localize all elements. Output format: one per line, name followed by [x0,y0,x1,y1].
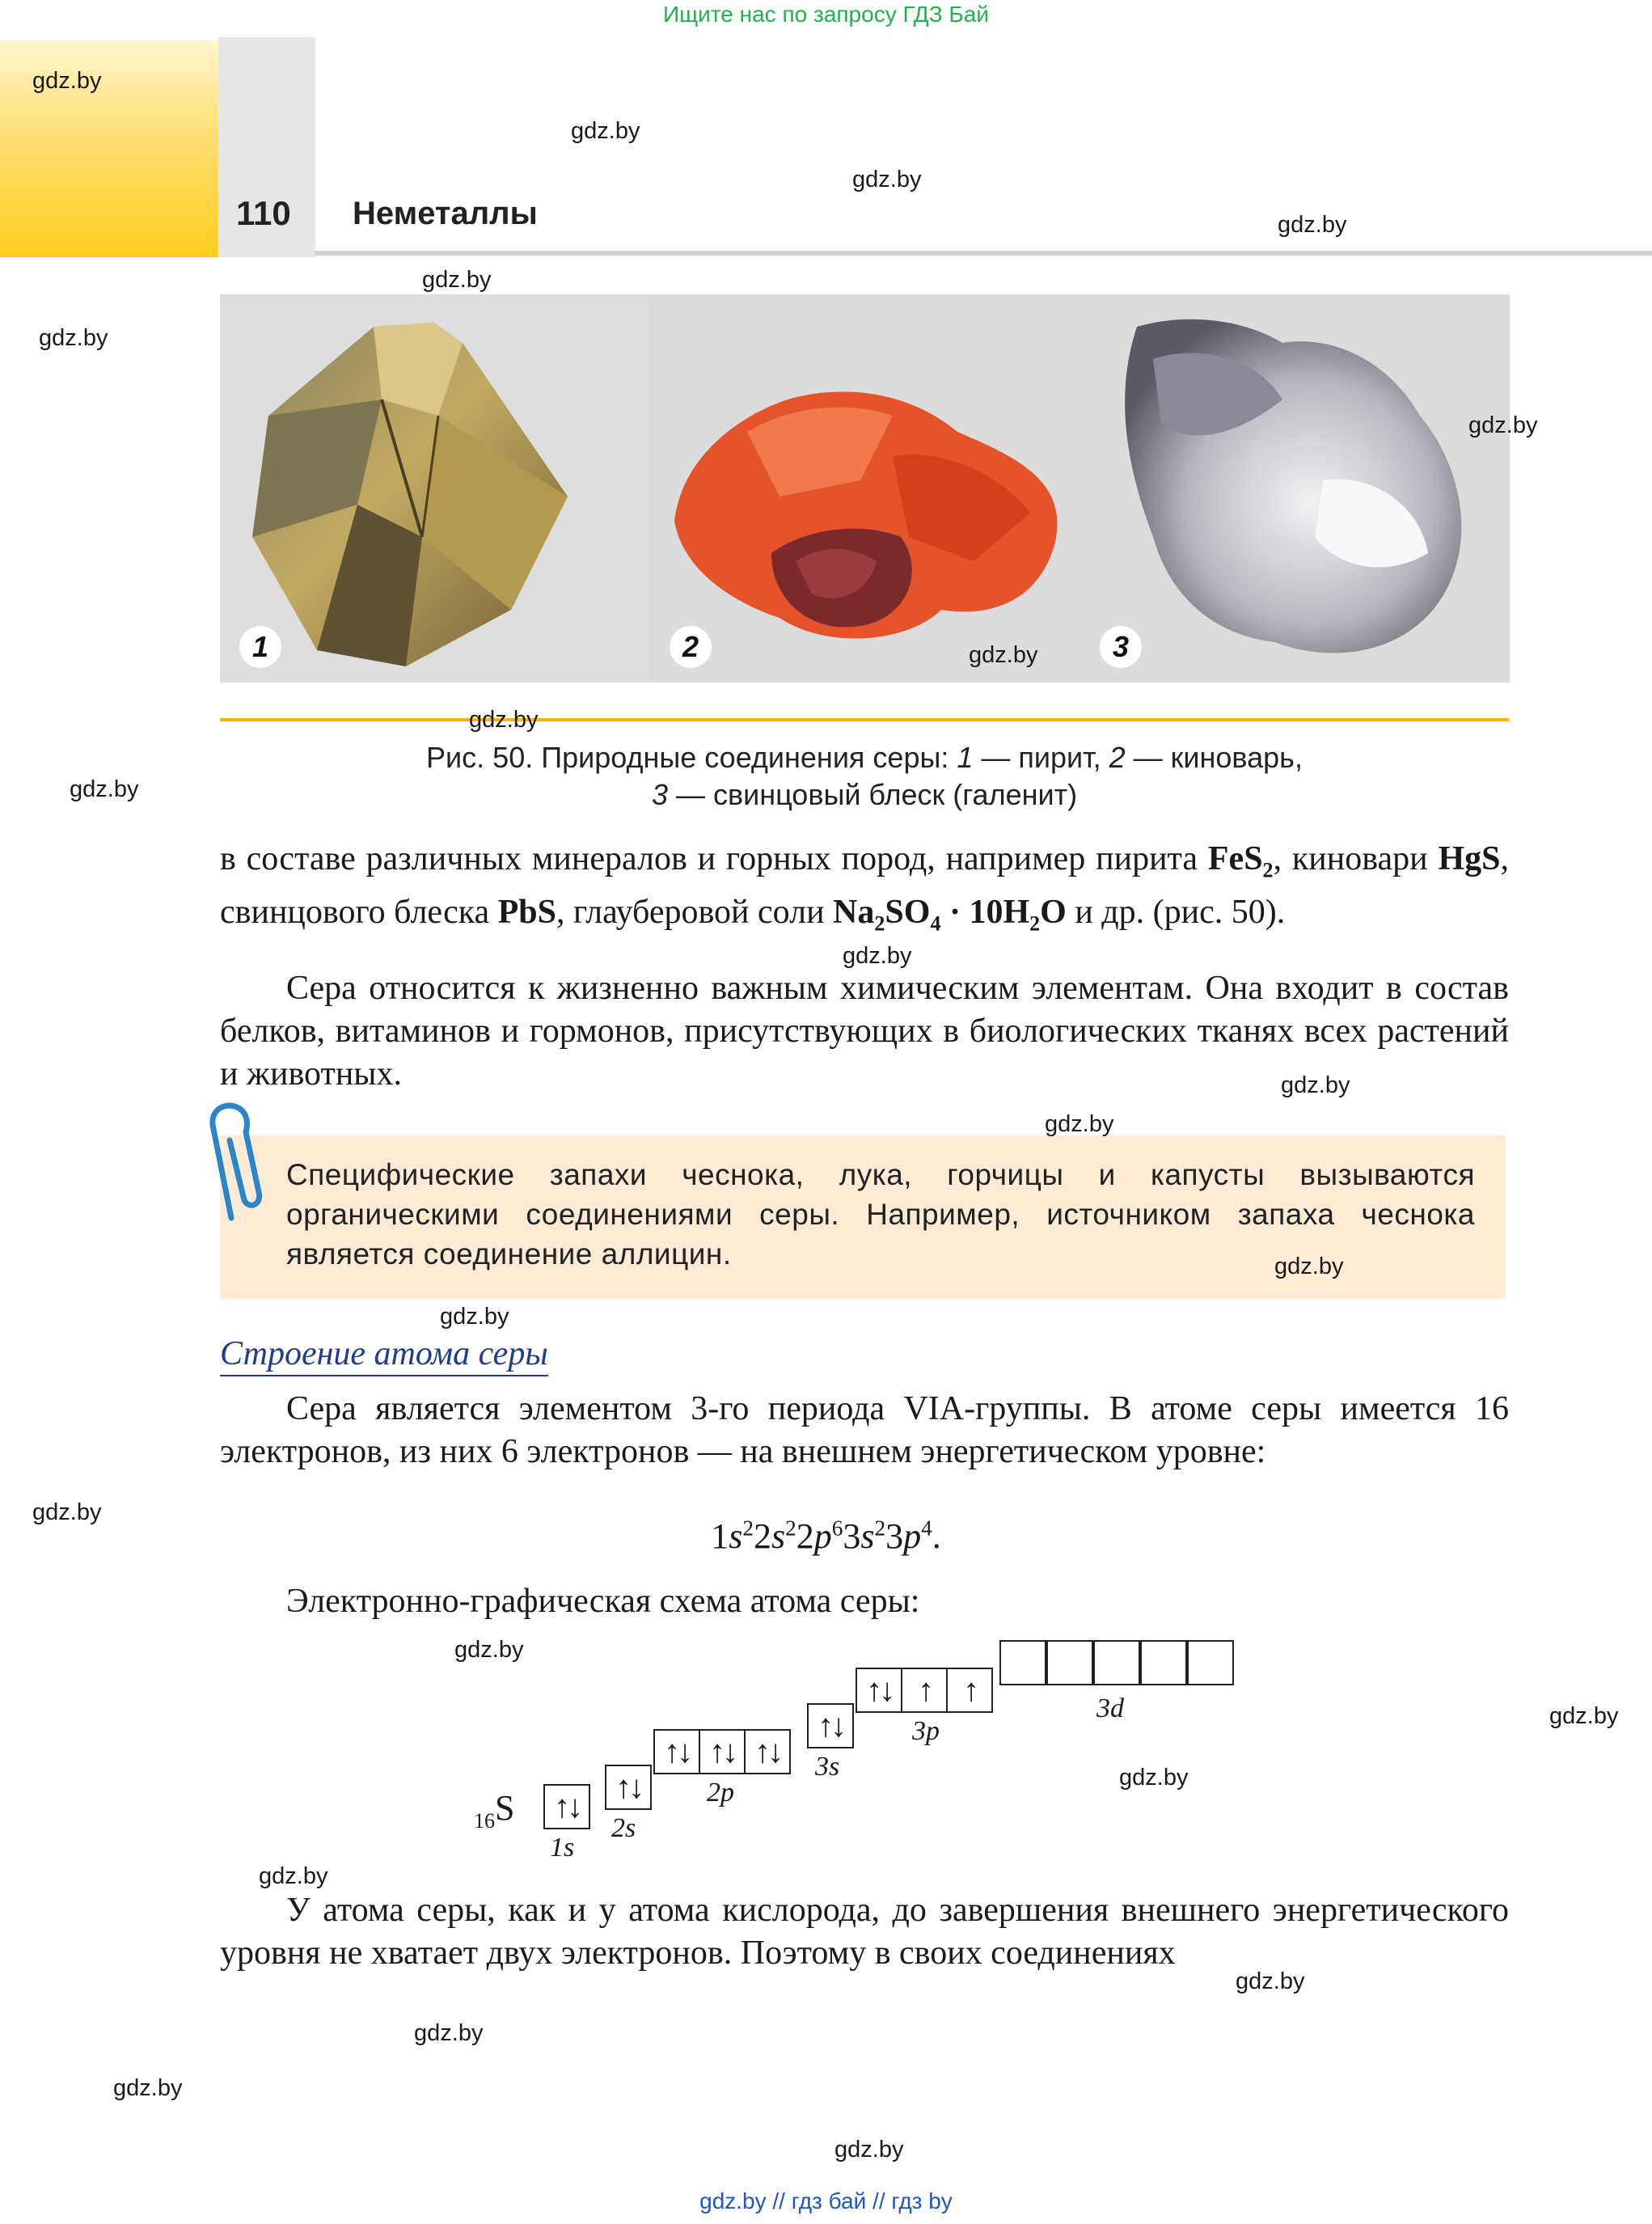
watermark: gdz.by [259,1863,328,1889]
paperclip-icon [201,1097,267,1226]
figure-caption: Рис. 50. Природные соединения серы: 1 — пирит, 2 — киноварь, 3 — свинцовый блеск (галенит) [426,741,1303,811]
orbital-cell-1s: ↑↓ [543,1784,590,1829]
orbital-cell-3d [1140,1640,1187,1685]
watermark: gdz.by [1045,1111,1114,1137]
orbital-cell-3p: ↑↓ [856,1668,902,1713]
pyrite-photo [220,294,649,683]
watermark: gdz.by [440,1304,509,1330]
watermark: gdz.by [113,2075,183,2101]
page-number: 110 [236,194,291,232]
figure-number-badge: 3 [1100,626,1142,668]
orbital-cell-3d [1093,1640,1140,1685]
watermark: gdz.by [1549,1703,1619,1729]
watermark: gdz.by [969,642,1038,668]
orbital-cell-3d [1046,1640,1093,1685]
galena-photo [1080,294,1510,683]
orbital-label-3p: 3p [912,1716,940,1746]
watermark: gdz.by [1274,1254,1344,1279]
paragraph-biology: Сера относится к жизненно важным химическим элементам. Она входит в состав белков, витаминов и гормонов, присутствующих в биологических тканях всех растений и животных. [220,970,1509,1093]
orbital-label-3d: 3d [1096,1693,1124,1723]
watermark: gdz.by [39,325,108,351]
watermark: gdz.by [843,943,912,969]
orbital-cell-3p: ↑ [901,1668,948,1713]
watermark: gdz.by [1281,1072,1350,1098]
element-symbol: $_{16}$S [474,1788,515,1833]
orbital-label-3s: 3s [815,1752,840,1782]
paragraph-valence: У атома серы, как и у атома кислорода, до завершения внешнего энергетического уровня не хватает двух электронов. Поэтому в своих соединениях [220,1892,1509,1972]
figure-rule [220,718,1509,721]
orbital-label-2p: 2p [707,1778,734,1808]
watermark: gdz.by [1119,1765,1189,1791]
watermark: gdz.by [1236,1968,1305,1994]
watermark: gdz.by [571,118,640,144]
watermark: gdz.by [422,267,492,293]
orbital-cell-2p: ↑↓ [744,1729,791,1774]
mineral-figure [220,294,1509,683]
watermark: gdz.by [32,1499,102,1525]
watermark: gdz.by [1468,412,1538,438]
bottom-banner: gdz.by // гдз бай // гдз by [699,2188,953,2213]
section-title: Неметаллы [353,196,538,231]
orbital-cell-2s: ↑↓ [605,1765,652,1810]
paragraph-scheme-intro: Электронно-графическая схема атома серы: [286,1583,920,1620]
watermark: gdz.by [1278,212,1347,238]
top-banner: Ищите нас по запросу ГДЗ Бай [662,2,990,27]
watermark: gdz.by [414,2020,484,2046]
orbital-cell-3p: ↑ [946,1668,993,1713]
paragraph-structure: Сера является элементом 3-го периода VIA-группы. В атоме серы имеется 16 электронов, из них 6 электронов — на внешнем энергетическом уровне: [220,1390,1509,1470]
electron-configuration: $1s^22s^22p^63s^23p^4$. [711,1516,941,1556]
section-subheading: Строение атома серы [220,1334,548,1376]
orbital-cell-2p: ↑↓ [653,1729,700,1774]
orbital-label-1s: 1s [550,1833,575,1862]
header-rule [315,251,1652,256]
figure-number-badge: 1 [239,626,281,668]
note-text: Специфические запахи чеснока, лука, горчицы и капусты вызываются органическими соединениями серы. Например, источником запаха чеснока является соединение аллицин. [286,1158,1475,1271]
orbital-cell-3d [999,1640,1046,1685]
watermark: gdz.by [454,1637,524,1663]
orbital-cell-3s: ↑↓ [807,1703,854,1748]
orbital-cell-3d [1187,1640,1234,1685]
watermark: gdz.by [852,167,922,192]
watermark: gdz.by [32,68,102,94]
cinnabar-photo [650,294,1080,683]
paragraph-minerals: в составе различных минералов и горных пород, например пирита FeS$_2$, киновари HgS, свинцового блеска PbS, глауберовой соли $Na_2SO_4 \cdot 10H_2O$ и др. (рис. 50). [220,840,1509,936]
orbital-label-2s: 2s [611,1813,636,1843]
watermark: gdz.by [834,2137,904,2163]
watermark: gdz.by [70,776,139,802]
watermark: gdz.by [469,707,539,733]
orbital-cell-2p: ↑↓ [699,1729,746,1774]
figure-number-badge: 2 [670,626,712,668]
